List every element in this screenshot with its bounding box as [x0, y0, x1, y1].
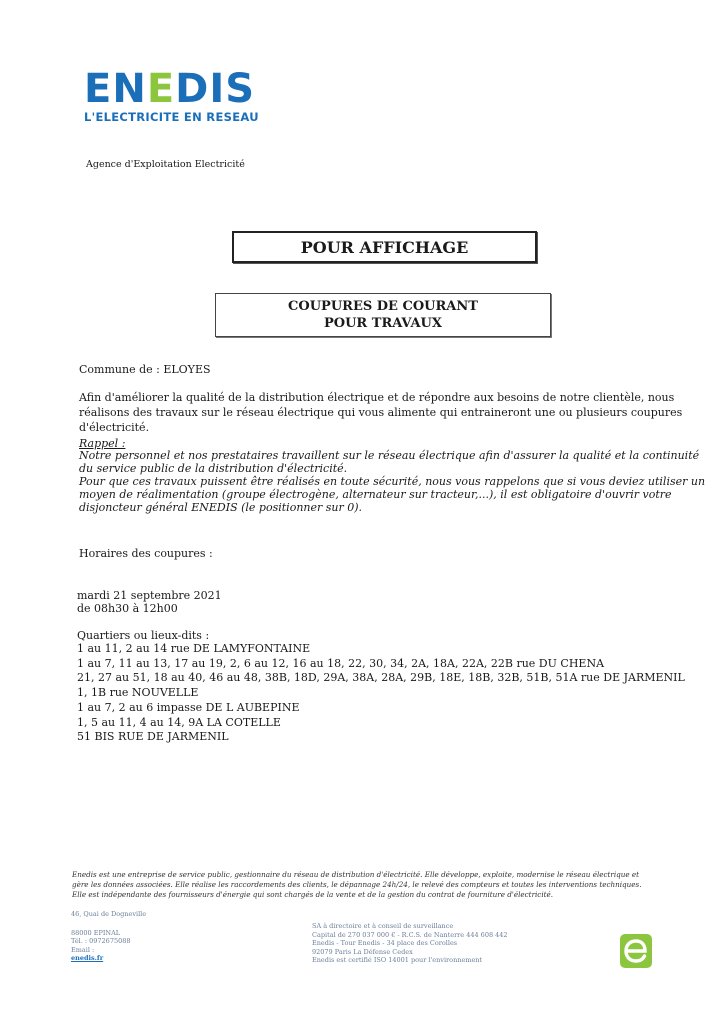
quartiers-label: Quartiers ou lieux-dits :	[77, 629, 210, 642]
enedis-e-icon	[620, 934, 652, 968]
agency-name: Agence d'Exploitation Electricité	[86, 159, 245, 170]
list-item: 1, 1B rue NOUVELLE	[77, 686, 199, 700]
notice-title-box	[232, 231, 537, 263]
legal-line: Capital de 270 037 000 € - R.C.S. de Nanterre 444 608 442	[312, 930, 508, 939]
address-street: 46, Quai de Dogneville	[71, 910, 147, 918]
horaires-label: Horaires des coupures :	[79, 547, 213, 560]
subtitle-box	[215, 293, 551, 337]
commune-line: Commune de : ELOYES	[79, 363, 211, 376]
notice-title: POUR AFFICHAGE	[300, 237, 469, 257]
rappel-paragraph-2: Pour que ces travaux puissent être réalisés en toute sécurité, nous vous rappelons que si vous deviez utiliser un moyen de réalimentation (groupe électrogène, alternateur sur tracteur,...), il est obligatoire d'ouvrir votre disjoncteur général ENEDIS (le positionner sur 0).	[79, 475, 706, 514]
logo-e-glyph: E	[146, 66, 176, 112]
address-email: Email :	[71, 945, 95, 954]
schedule-date: mardi 21 septembre 2021	[77, 589, 222, 602]
footer-description: Enedis est une entreprise de service public, gestionnaire du réseau de distribution d'électricité. Elle développe, exploite, modernise le réseau électrique et gère les données associées. Elle réalise les raccordements des clients, le dépannage 24h/24, le relevé des compteurs et toutes les interventions techniques. Elle est indépendante des fournisseurs d'énergie qui sont chargés de la vente et de la gestion du contrat de fourniture d'électricité.	[72, 870, 642, 899]
footer-address	[71, 910, 146, 963]
subtitle-line1: COUPURES DE COURANT	[288, 299, 478, 314]
list-item: 1 au 7, 11 au 13, 17 au 19, 2, 6 au 12, 16 au 18, 22, 30, 34, 2A, 18A, 22A, 22B rue DU CHENA	[77, 656, 605, 670]
rappel-paragraph-1: Notre personnel et nos prestataires travaillent sur le réseau électrique afin d'assurer la qualité et la continuité du service public de la distribution d'électricité.	[79, 449, 700, 475]
list-item: 1 au 11, 2 au 14 rue DE LAMYFONTAINE	[77, 642, 311, 655]
website-link[interactable]: enedis.fr	[71, 954, 104, 963]
rappel-section	[79, 449, 707, 514]
subtitle-line2: POUR TRAVAUX	[324, 316, 442, 331]
enedis-logo: ENEDIS	[84, 66, 256, 112]
rappel-title: Rappel :	[79, 437, 126, 450]
legal-line: SA à directoire et à conseil de surveillance	[312, 922, 454, 930]
legal-line: Enedis - Tour Enedis - 34 place des Corolles	[312, 939, 458, 948]
legal-line: Enedis est certifié ISO 14001 pour l'environnement	[312, 956, 483, 965]
streets-list	[77, 642, 685, 745]
address-city: 88000 EPINAL	[71, 928, 121, 937]
list-item: 21, 27 au 51, 18 au 40, 46 au 48, 38B, 18D, 29A, 38A, 28A, 29B, 18E, 18B, 32B, 51B, 51A rue DE JARMENIL	[77, 671, 685, 685]
address-phone: Tél. : 0972675088	[71, 937, 131, 946]
list-item: 1 au 7, 2 au 6 impasse DE L AUBEPINE	[77, 700, 300, 714]
list-item: 1, 5 au 11, 4 au 14, 9A LA COTELLE	[77, 715, 281, 729]
legal-line: 92079 Paris La Défense Cedex	[312, 947, 413, 956]
schedule-time: de 08h30 à 12h00	[77, 602, 178, 615]
footer-legal	[312, 922, 508, 965]
list-item: 51 BIS RUE DE JARMENIL	[77, 730, 229, 744]
logo-tagline: L'ELECTRICITE EN RESEAU	[84, 110, 259, 124]
intro-paragraph: Afin d'améliorer la qualité de la distribution électrique et de répondre aux besoins de notre clientèle, nous réalisons des travaux sur le réseau électrique qui vous alimente qui entraineront une ou plusieurs coupures d'électricité.	[79, 391, 683, 434]
